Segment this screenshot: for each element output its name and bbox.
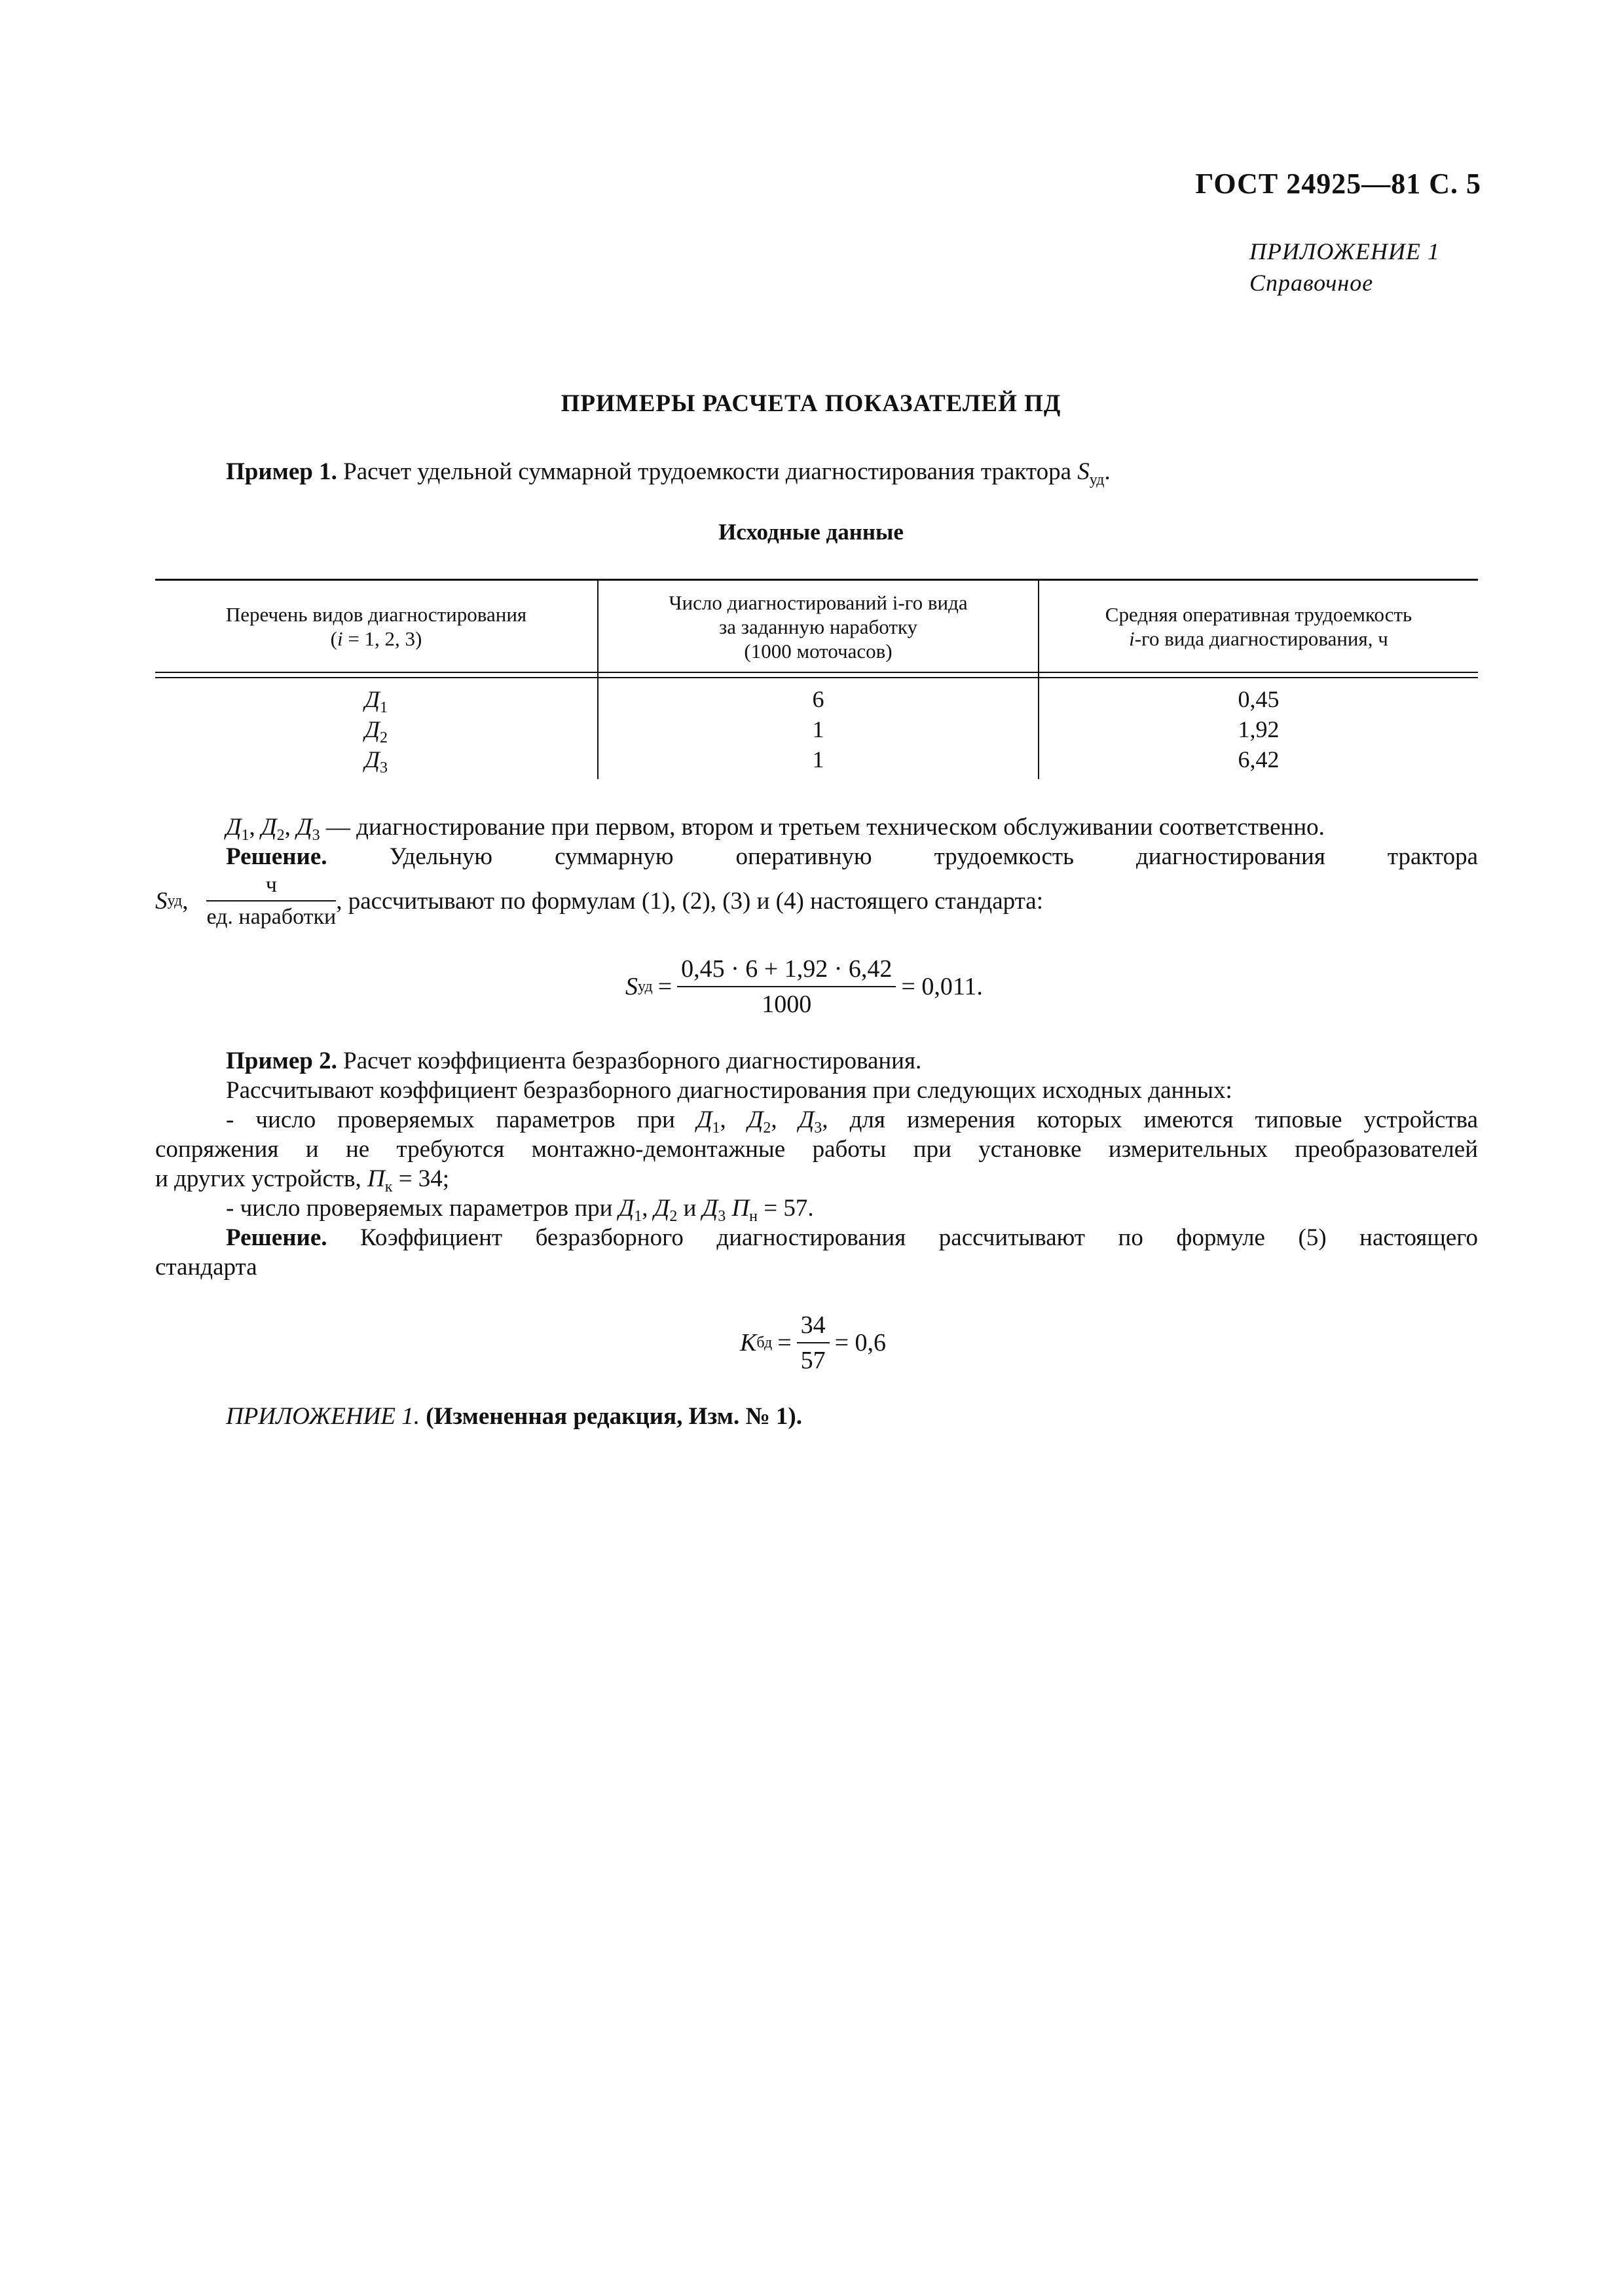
example-2-label: Пример 2. (226, 1048, 337, 1074)
table-top-border (155, 579, 1478, 581)
solution-1-label: Решение. (226, 843, 327, 870)
table-header-separator (155, 672, 1478, 673)
table-row-2-labor: 1,92 (1238, 716, 1280, 742)
table-row-3-labor: 6,42 (1238, 746, 1280, 773)
formula-1-fraction: $\frac{0,45 \cdot 6 + 1,92 \cdot 6,42}{1000}$ (677, 955, 896, 1019)
table-row-2-count: 1 (812, 716, 824, 742)
example-2-bullet-1-line3: и других устройств, $П_к = 34$; (155, 1165, 450, 1195)
document-reference: ГОСТ 24925—81 С. 5 (1195, 168, 1481, 200)
appendix-label: ПРИЛОЖЕНИЕ 1 (1249, 238, 1440, 264)
table-row-2-type: $Д_2$ (365, 716, 388, 746)
table-row-3-count: 1 (812, 746, 824, 773)
table-row-3-type: $Д_3$ (365, 746, 388, 776)
solution-2-label: Решение. (226, 1224, 327, 1251)
example-1-text: Расчет удельной суммарной трудоемкости диагностирования трактора (337, 458, 1078, 485)
formula-1: S уд = $\frac{0,45 \cdot 6 + 1,92 \cdot 6,42}{1000}$ = 0,011. (625, 955, 983, 1018)
solution-2-line1: Решение. Коэффициент безразборного диагностирования рассчитывают по формуле (5) настоящего (226, 1224, 1478, 1251)
table-row-1-type: $Д_1$ (365, 686, 388, 716)
header-count-line3: (1000 моточасов) (744, 640, 893, 663)
solution-2-line2: стандарта (155, 1254, 257, 1281)
header-labor-line1: Средняя оперативная трудоемкость (1105, 603, 1412, 626)
example-1-label: Пример 1. (226, 458, 337, 485)
unit-fraction: $\frac{ч}{\text{ед. наработки}}$ (206, 869, 336, 932)
solution-1-line1: Решение. Удельную суммарную оперативную трудоемкость диагностирования трактора (226, 843, 1478, 870)
appendix-type: Справочное (1249, 270, 1374, 296)
symbol-s: S (1077, 458, 1090, 485)
header-types-line1: Перечень видов диагностирования (225, 603, 527, 626)
example-2-line2: Рассчитывают коэффициент безразборного диагностирования при следующих исходных данных: (226, 1077, 1232, 1104)
header-count-line2: за заданную наработку (718, 615, 918, 638)
table-header-types (155, 602, 597, 651)
page-title: ПРИМЕРЫ РАСЧЕТА ПОКАЗАТЕЛЕЙ ПД (561, 390, 1061, 417)
solution-1-line2: S уд , $\frac{ч}{\text{ед. наработки}}$ , рассчитывают по формулам (1), (2), (3) и (4) настоящего стандарта: (155, 869, 1043, 932)
example-2-bullet-2: - число проверяемых параметров при $Д_1$, $Д_2$ и $Д_3$ $П_н = 57$. (226, 1195, 814, 1225)
example-2-bullet-1-line2: сопряжения и не требуются монтажно-демонтажные работы при установке измерительных преобразователей (155, 1136, 1478, 1163)
example-1-end: . (1104, 458, 1111, 485)
example-1-heading (226, 456, 1111, 487)
table-row-1-labor: 0,45 (1238, 686, 1280, 712)
example-2-heading: Пример 2. Расчет коэффициента безразборного диагностирования. (226, 1048, 922, 1074)
header-count-line1: Число диагностирований i-го вида (669, 591, 968, 614)
table-title: Исходные данные (718, 519, 904, 545)
symbol-s-subscript: уд (1089, 471, 1105, 488)
table-row-1-count: 6 (812, 686, 824, 712)
header-types-line2: (i = 1, 2, 3) (330, 627, 422, 650)
abbreviation-note: $Д_1$, $Д_2$, $Д_3$ — диагностирование при первом, втором и третьем техническом обслуживании соответственно. (226, 814, 1325, 844)
table-header-separator-double (155, 677, 1478, 678)
table-header-count (599, 591, 1038, 663)
formula-2: K бд = $\frac{34}{57}$ = 0,6 (740, 1311, 887, 1374)
amendment-note: ПРИЛОЖЕНИЕ 1. (Измененная редакция, Изм. № 1). (226, 1403, 802, 1430)
example-2-bullet-1-line1: - число проверяемых параметров при $Д_1$, $Д_2$, $Д_3$, для измерения которых имеются типовые устройства (226, 1106, 1479, 1137)
formula-2-fraction: $\frac{34}{57}$ (797, 1311, 830, 1375)
header-labor-line2: i-го вида диагностирования, ч (1129, 627, 1388, 650)
appendix-label-block (1249, 236, 1440, 299)
table-header-labor (1039, 602, 1478, 651)
